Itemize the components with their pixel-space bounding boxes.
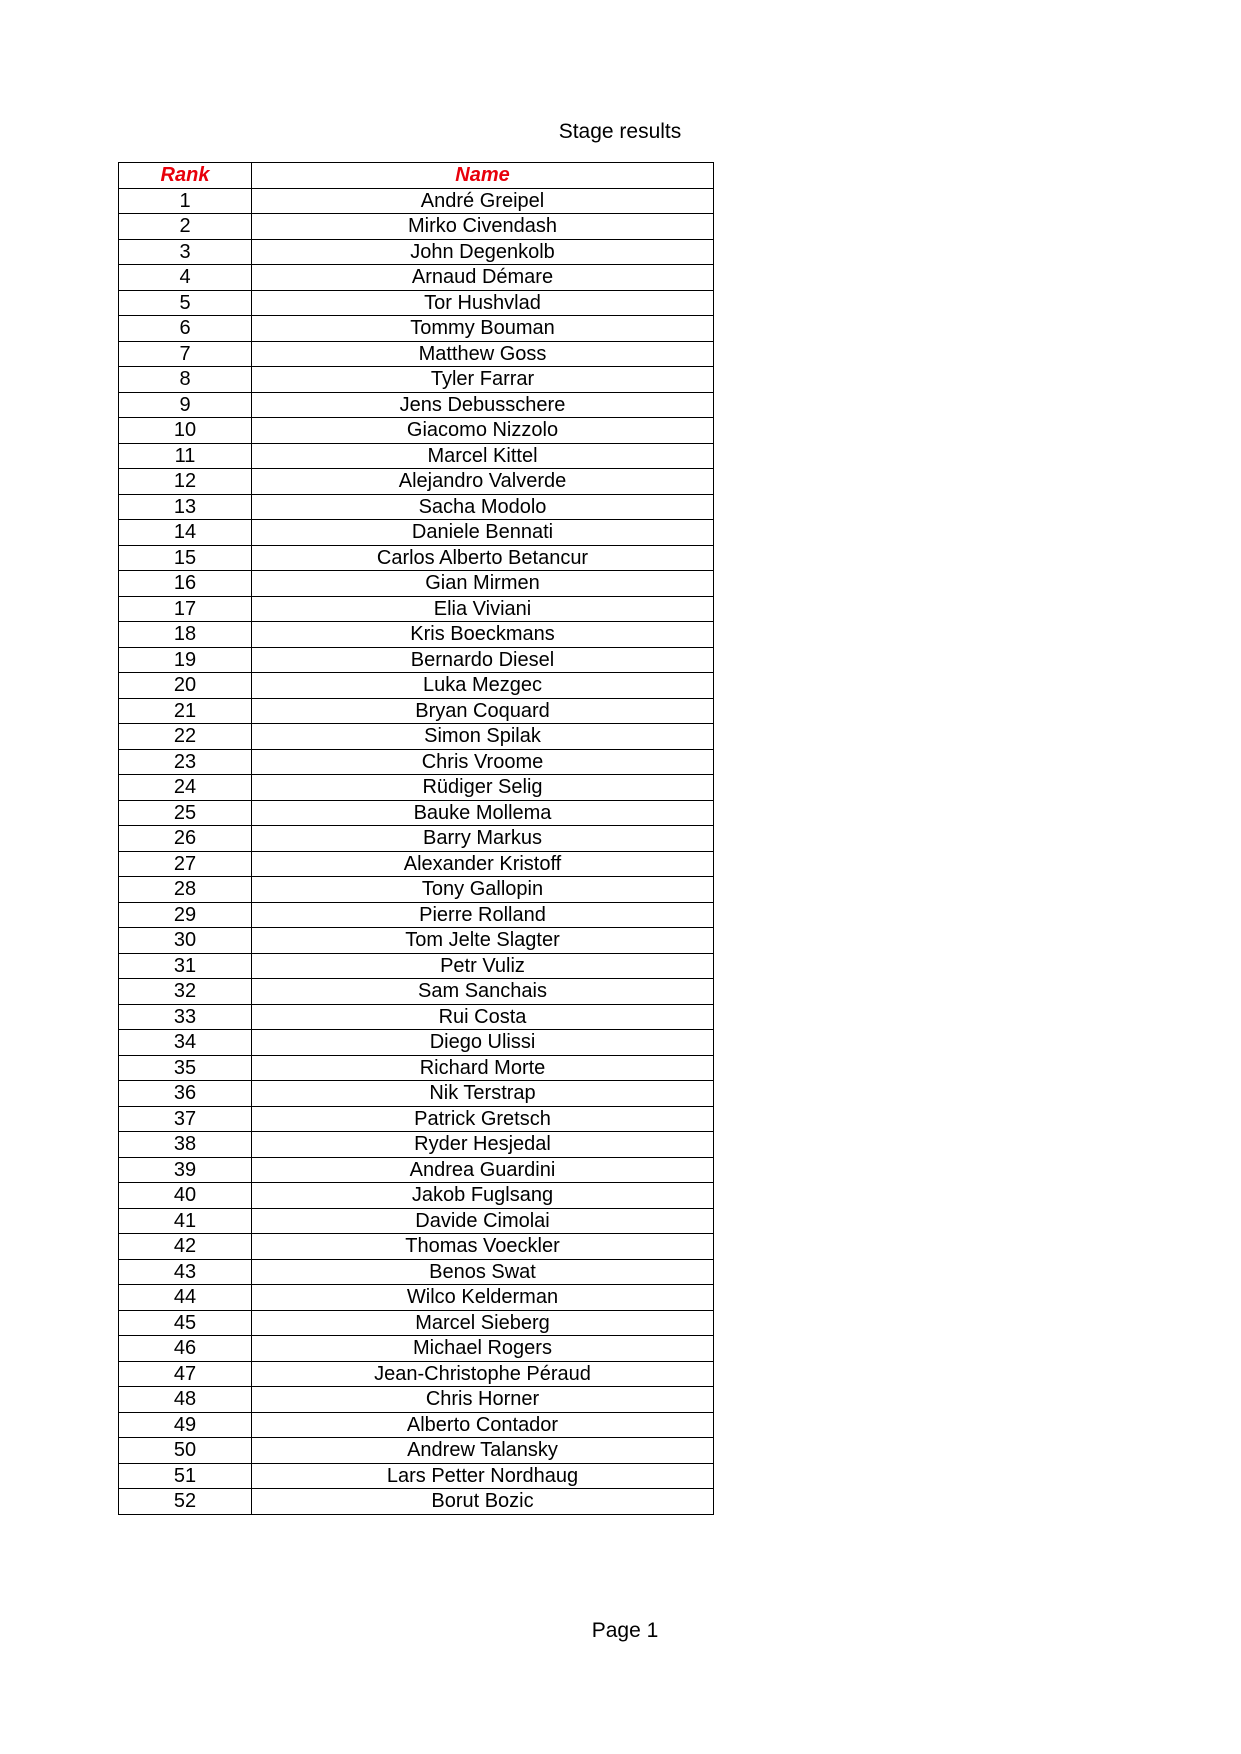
rider-name-cell: Wilco Kelderman [252,1285,714,1311]
table-row [119,469,714,495]
table-row [119,724,714,750]
rank-cell: 1 [119,188,252,214]
rank-cell: 43 [119,1259,252,1285]
table-row [119,775,714,801]
rider-name-cell: Gian Mirmen [252,571,714,597]
table-row [119,953,714,979]
rider-name-cell: Marcel Kittel [252,443,714,469]
rank-cell: 42 [119,1234,252,1260]
rider-name-cell: Bernardo Diesel [252,647,714,673]
rider-name-cell: Kris Boeckmans [252,622,714,648]
table-row [119,1489,714,1515]
rank-cell: 22 [119,724,252,750]
rank-cell: 19 [119,647,252,673]
rank-cell: 51 [119,1463,252,1489]
results-body [119,188,714,1514]
table-row [119,239,714,265]
table-row [119,290,714,316]
rank-cell: 10 [119,418,252,444]
table-row [119,418,714,444]
table-row [119,877,714,903]
rank-cell: 49 [119,1412,252,1438]
rank-cell: 48 [119,1387,252,1413]
rider-name-cell: Alexander Kristoff [252,851,714,877]
rider-name-cell: Michael Rogers [252,1336,714,1362]
rank-cell: 2 [119,214,252,240]
rank-cell: 9 [119,392,252,418]
table-row [119,622,714,648]
rider-name-cell: Chris Horner [252,1387,714,1413]
rank-cell: 35 [119,1055,252,1081]
rider-name-cell: Tom Jelte Slagter [252,928,714,954]
rider-name-cell: Sacha Modolo [252,494,714,520]
table-row [119,1259,714,1285]
rank-cell: 47 [119,1361,252,1387]
rank-cell: 50 [119,1438,252,1464]
rank-cell: 16 [119,571,252,597]
table-row [119,698,714,724]
rank-cell: 46 [119,1336,252,1362]
rider-name-cell: André Greipel [252,188,714,214]
rank-cell: 13 [119,494,252,520]
table-row [119,1285,714,1311]
rank-cell: 17 [119,596,252,622]
table-row [119,1234,714,1260]
rider-name-cell: Chris Vroome [252,749,714,775]
rider-name-cell: Jean-Christophe Péraud [252,1361,714,1387]
table-row [119,1336,714,1362]
table-row [119,214,714,240]
rank-cell: 40 [119,1183,252,1209]
rider-name-cell: Bryan Coquard [252,698,714,724]
rider-name-cell: Tyler Farrar [252,367,714,393]
results-table [118,162,714,1515]
table-row [119,647,714,673]
rank-cell: 41 [119,1208,252,1234]
rider-name-cell: Pierre Rolland [252,902,714,928]
rank-cell: 45 [119,1310,252,1336]
rider-name-cell: Lars Petter Nordhaug [252,1463,714,1489]
rider-name-cell: Andrea Guardini [252,1157,714,1183]
table-row [119,1412,714,1438]
rider-name-cell: Alejandro Valverde [252,469,714,495]
table-row [119,673,714,699]
rider-name-cell: Petr Vuliz [252,953,714,979]
table-row [119,1463,714,1489]
rider-name-cell: Barry Markus [252,826,714,852]
table-row [119,1004,714,1030]
rider-name-cell: Mirko Civendash [252,214,714,240]
table-row [119,367,714,393]
rank-cell: 18 [119,622,252,648]
rank-cell: 31 [119,953,252,979]
rider-name-cell: Marcel Sieberg [252,1310,714,1336]
rank-cell: 3 [119,239,252,265]
rank-cell: 52 [119,1489,252,1515]
rank-cell: 20 [119,673,252,699]
page-title: Stage results [558,120,682,143]
rider-name-cell: Carlos Alberto Betancur [252,545,714,571]
table-row [119,851,714,877]
rider-name-cell: Sam Sanchais [252,979,714,1005]
rider-name-cell: Rüdiger Selig [252,775,714,801]
rider-name-cell: Nik Terstrap [252,1081,714,1107]
rank-cell: 24 [119,775,252,801]
table-row [119,1208,714,1234]
rider-name-cell: Bauke Mollema [252,800,714,826]
rank-cell: 15 [119,545,252,571]
rider-name-cell: Thomas Voeckler [252,1234,714,1260]
rank-cell: 38 [119,1132,252,1158]
table-row [119,1106,714,1132]
table-row [119,520,714,546]
rank-cell: 29 [119,902,252,928]
rider-name-cell: Simon Spilak [252,724,714,750]
table-row [119,316,714,342]
table-row [119,443,714,469]
table-row [119,265,714,291]
rank-cell: 11 [119,443,252,469]
rider-name-cell: Tommy Bouman [252,316,714,342]
rider-name-cell: Arnaud Démare [252,265,714,291]
rank-cell: 23 [119,749,252,775]
rider-name-cell: Giacomo Nizzolo [252,418,714,444]
page-number: Page 1 [591,1619,659,1642]
table-row [119,1387,714,1413]
rank-cell: 37 [119,1106,252,1132]
rider-name-cell: Tony Gallopin [252,877,714,903]
rank-cell: 25 [119,800,252,826]
table-row [119,800,714,826]
table-row [119,1438,714,1464]
rank-cell: 8 [119,367,252,393]
rank-cell: 6 [119,316,252,342]
rider-name-cell: Alberto Contador [252,1412,714,1438]
rank-cell: 30 [119,928,252,954]
table-row [119,1157,714,1183]
table-row [119,494,714,520]
rank-cell: 27 [119,851,252,877]
table-row [119,1081,714,1107]
table-row [119,979,714,1005]
rank-cell: 4 [119,265,252,291]
table-header-row [119,163,714,189]
rank-cell: 5 [119,290,252,316]
rank-cell: 33 [119,1004,252,1030]
table-row [119,571,714,597]
table-row [119,392,714,418]
rider-name-cell: Borut Bozic [252,1489,714,1515]
rank-cell: 12 [119,469,252,495]
table-row [119,902,714,928]
table-row [119,826,714,852]
rank-cell: 32 [119,979,252,1005]
rider-name-cell: Jens Debusschere [252,392,714,418]
rider-name-cell: Davide Cimolai [252,1208,714,1234]
rank-cell: 34 [119,1030,252,1056]
rider-name-cell: Ryder Hesjedal [252,1132,714,1158]
table-row [119,545,714,571]
rank-column-header: Rank [119,163,252,189]
rank-cell: 28 [119,877,252,903]
rider-name-cell: Benos Swat [252,1259,714,1285]
rank-cell: 7 [119,341,252,367]
rank-cell: 39 [119,1157,252,1183]
table-row [119,1183,714,1209]
rank-cell: 14 [119,520,252,546]
rider-name-cell: Elia Viviani [252,596,714,622]
rider-name-cell: Andrew Talansky [252,1438,714,1464]
rank-cell: 26 [119,826,252,852]
rank-cell: 21 [119,698,252,724]
table-row [119,928,714,954]
rank-cell: 36 [119,1081,252,1107]
table-row [119,1055,714,1081]
name-column-header: Name [252,163,714,189]
table-row [119,1310,714,1336]
table-row [119,188,714,214]
table-row [119,1361,714,1387]
rider-name-cell: Matthew Goss [252,341,714,367]
table-row [119,749,714,775]
rider-name-cell: Jakob Fuglsang [252,1183,714,1209]
table-row [119,341,714,367]
table-row [119,596,714,622]
rank-cell: 44 [119,1285,252,1311]
rider-name-cell: Luka Mezgec [252,673,714,699]
table-row [119,1132,714,1158]
rider-name-cell: John Degenkolb [252,239,714,265]
rider-name-cell: Diego Ulissi [252,1030,714,1056]
rider-name-cell: Tor Hushvlad [252,290,714,316]
rider-name-cell: Patrick Gretsch [252,1106,714,1132]
table-row [119,1030,714,1056]
rider-name-cell: Daniele Bennati [252,520,714,546]
rider-name-cell: Richard Morte [252,1055,714,1081]
rider-name-cell: Rui Costa [252,1004,714,1030]
